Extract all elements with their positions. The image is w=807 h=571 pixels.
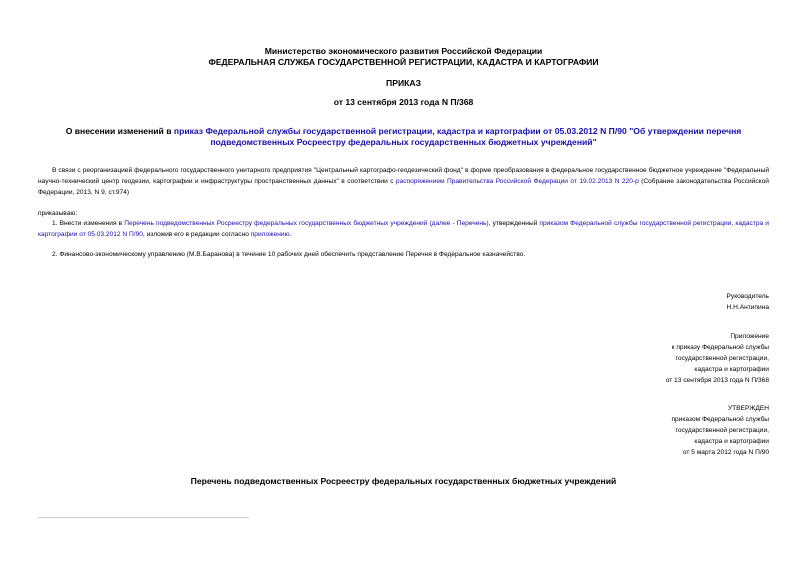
paragraph-finance: 2. Финансово-экономическому управлению (М.В.Баранова) в течение 10 рабочих дней обеспечить представление Перечня в Федеральное казначейство. [52,251,526,258]
doc-title-line1 [0,126,807,137]
paragraph-reorganization [38,165,769,198]
p2-mid: , утвержденный [488,220,540,227]
doc-date-number: от 13 сентября 2013 года N П/368 [333,97,474,107]
list-title: Перечень подведомственных Росреестру федеральных государственных бюджетных учреждений [190,476,617,486]
appendix-line: от 13 сентября 2013 года N П/368 [665,377,769,384]
approved-line: УТВЕРЖДЕН [727,405,769,412]
appendix-line: кадастра и картографии [694,366,769,373]
list-link[interactable]: Перечень подведомственных Росреестру федеральных государственных бюджетных учреждений (далее - Перечень) [124,220,489,227]
amended-order-link-cont[interactable]: подведомственных Росреестру федеральных государственных бюджетных учреждений" [210,137,597,147]
doc-title-line2 [0,137,807,148]
appendix-link[interactable]: приложению [250,231,290,238]
appendix-line: Приложение [730,333,769,340]
amended-order-link[interactable]: приказ Федеральной службы государственной регистрации, кадастра и картографии от 05.03.2012 N П/90 "Об утверждении перечня [173,126,742,136]
signature-role: Руководитель [726,293,769,300]
service-heading: ФЕДЕРАЛЬНАЯ СЛУЖБА ГОСУДАРСТВЕННОЙ РЕГИСТРАЦИИ, КАДАСТРА И КАРТОГРАФИИ [208,57,599,67]
paragraph-amend [38,218,769,240]
approved-line: от 5 марта 2012 года N П/90 [682,449,769,456]
p2-end: . [289,231,292,238]
doc-title-prefix: О внесении изменений в [65,126,174,136]
signature-block [727,291,770,313]
ministry-heading: Министерство экономического развития Российской Федерации [264,46,543,56]
approved-block [671,403,769,458]
p2-mid2: , изложив его в редакции согласно [142,231,251,238]
appendix-line: к приказу Федеральной службы [671,344,769,351]
order-p90-link[interactable]: приказом Федеральной службы государственной регистрации, кадастра и картографии от 05.03.2012 N П/90 [38,220,769,238]
p2-start: 1. Внести изменения в [52,220,125,227]
government-decree-link[interactable]: распоряжением Правительства Российской Федерации от 19.02.2013 N 220-р [395,178,639,185]
signature-name: Н.Н.Антипина [726,304,769,311]
order-word: приказываю: [38,210,78,217]
p1-text: В связи с реорганизацией федерального государственного унитарного предприятия "Центральный картографо-геодезический фонд" в форме преобразования в федеральное государственное бюджетное учреждение "Федеральный научно-технический центр геодезии, картографии и инфраструктуры пространственных данных" в соответствии с [38,167,769,185]
doc-type: ПРИКАЗ [386,78,421,88]
appendix-line: государственной регистрации, [675,355,769,362]
approved-line: кадастра и картографии [694,438,769,445]
approved-line: государственной регистрации, [675,427,769,434]
p1-tail: (Собрание законодательства Российской Федерации, 2013, N 9, ст.974) [38,178,769,196]
appendix-block [666,331,769,386]
footnote-divider [38,517,249,518]
approved-line: приказом Федеральной службы [671,416,769,423]
